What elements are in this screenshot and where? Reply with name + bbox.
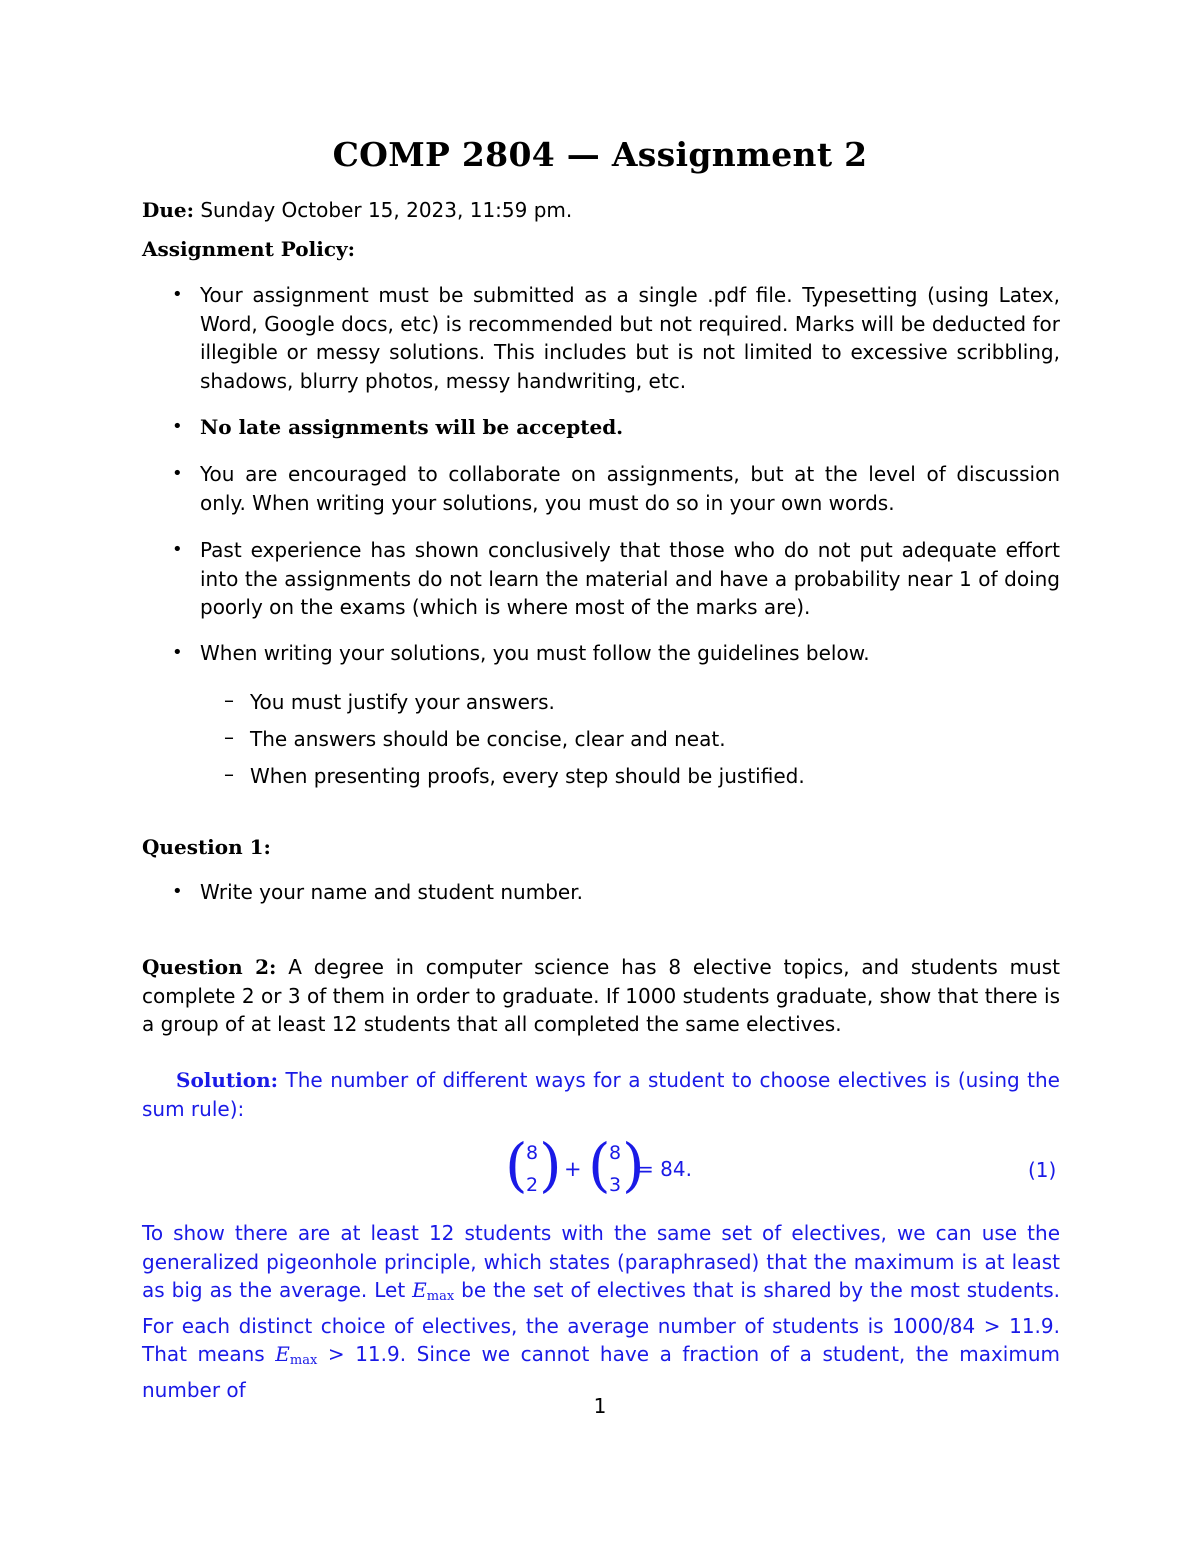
left-paren-icon: ( (588, 1131, 611, 1199)
solution-label: Solution: (176, 1068, 279, 1092)
e-max-symbol (412, 1278, 454, 1302)
bullet-icon: • (172, 881, 183, 902)
policy-item-submission: Your assignment must be submitted as a single .pdf file. Typesetting (using Latex, Word, Google docs, etc) is recommended but not required. Marks will be deducted for illegible or messy solutions. This includes but is not limited to excessive scribbling, shadows, blurry photos, messy handwriting, etc. (200, 283, 1060, 393)
bullet-icon: • (172, 539, 183, 560)
policy-item-guidelines: When writing your solutions, you must follow the guidelines below. (200, 641, 870, 665)
policy-item-experience: Past experience has shown conclusively that those who do not put adequate effort into the assignments do not learn the material and have a probability near 1 of doing poorly on the exams (which is where most of the marks are). (200, 538, 1060, 619)
binom-1-n: 8 (526, 1142, 539, 1164)
guideline-concise: The answers should be concise, clear and neat. (250, 727, 726, 751)
dash-icon: – (224, 762, 234, 786)
due-line (142, 196, 572, 224)
solution-intro-text: The number of different ways for a student to choose electives is (using the sum rule): (142, 1068, 1060, 1121)
solution-text-3: > 11.9. Since we cannot have a fraction of a student, the maximum number of (142, 1342, 1060, 1402)
binom-1-k: 2 (526, 1174, 539, 1196)
policy-item-collaboration: You are encouraged to collaborate on assignments, but at the level of discussion only. When writing your solutions, you must do so in your own words. (200, 462, 1060, 515)
due-label: Due: (142, 198, 194, 222)
binom-2-n: 8 (609, 1142, 622, 1164)
e-max-symbol (275, 1342, 317, 1366)
dash-icon: – (224, 688, 234, 712)
binom-2-k: 3 (609, 1174, 622, 1196)
solution-paragraph (142, 1219, 1060, 1404)
equation-rhs: = 84. (637, 1157, 692, 1181)
e-subscript: max (289, 1353, 318, 1368)
solution-intro (142, 1066, 1060, 1123)
question-2 (142, 953, 1060, 1039)
guideline-justify: You must justify your answers. (250, 690, 555, 714)
e-symbol: E (412, 1278, 427, 1302)
solution-text-1: To show there are at least 12 students with the same set of electives, we can use the generalized pigeonhole principle, which states (paraphrased) that the maximum is at least as big as the average. Let (142, 1221, 1060, 1302)
bullet-icon: • (172, 416, 183, 437)
equation-number: (1) (1028, 1158, 1057, 1182)
right-paren-icon: ) (539, 1131, 562, 1199)
left-paren-icon: ( (505, 1131, 528, 1199)
plus-sign: + (564, 1157, 582, 1181)
policy-heading: Assignment Policy: (142, 237, 356, 261)
document-title: COMP 2804 — Assignment 2 (332, 135, 868, 174)
right-paren-icon: ) (622, 1131, 645, 1199)
question-2-heading: Question 2: (142, 955, 277, 979)
e-symbol: E (275, 1342, 290, 1366)
bullet-icon: • (172, 642, 183, 663)
policy-item-late: No late assignments will be accepted. (200, 415, 624, 439)
bullet-icon: • (172, 463, 183, 484)
question-1-item: Write your name and student number. (200, 880, 583, 904)
question-2-text: A degree in computer science has 8 elective topics, and students must complete 2 or 3 of them in order to graduate. If 1000 students graduate, show that there is a group of at least 12 students that all completed the same electives. (142, 955, 1060, 1036)
solution-text-2: be the set of electives that is shared by the most students. For each distinct choice of electives, the average number of students is 1000/84 > 11.9. That means (142, 1278, 1060, 1366)
bullet-icon: • (172, 284, 183, 305)
guideline-proofs: When presenting proofs, every step should be justified. (250, 764, 805, 788)
e-subscript: max (426, 1289, 455, 1304)
due-date: Sunday October 15, 2023, 11:59 pm. (200, 198, 573, 222)
question-1-heading: Question 1: (142, 835, 271, 859)
page-number: 1 (593, 1394, 607, 1418)
dash-icon: – (224, 725, 234, 749)
